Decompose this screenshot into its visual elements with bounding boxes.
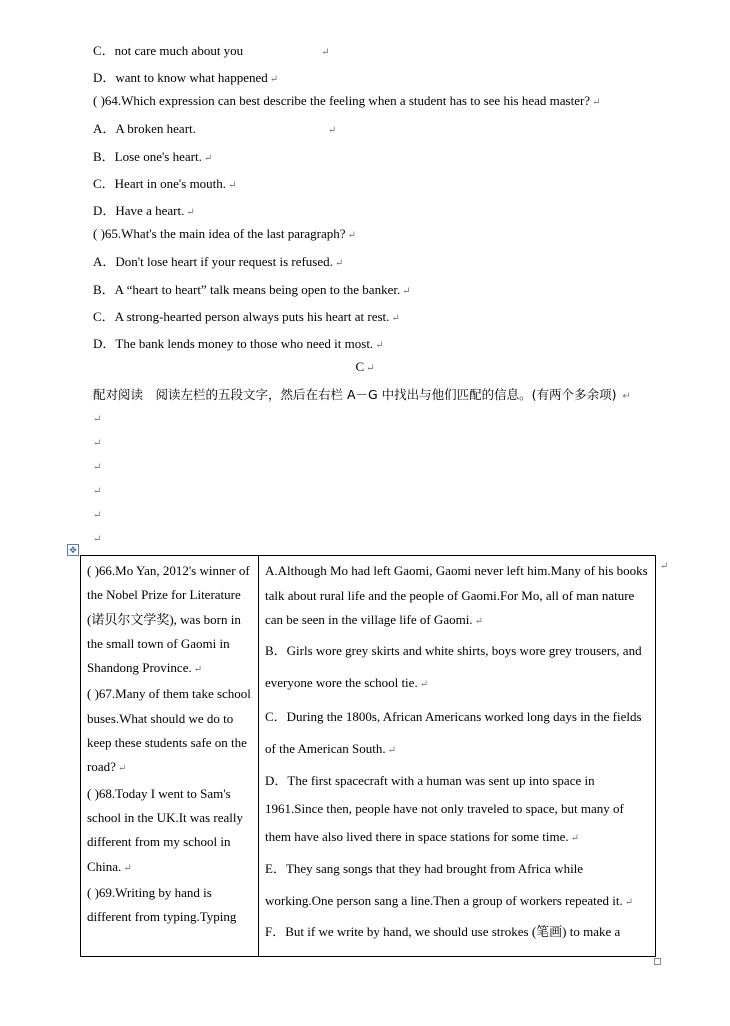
option-text: D．Have a heart. bbox=[93, 203, 185, 218]
option-d-q63 bbox=[93, 67, 278, 86]
option-text: C．Heart in one's mouth. bbox=[93, 176, 227, 191]
paragraph-mark: ↵ bbox=[570, 832, 579, 844]
empty-paragraph-mark: ↵ bbox=[93, 414, 102, 425]
paragraph-mark: ↵ bbox=[419, 678, 429, 690]
question-64-stem bbox=[93, 93, 600, 109]
option-text: A．A broken heart. bbox=[93, 121, 196, 136]
section-heading-c bbox=[0, 359, 730, 375]
left-column-cell bbox=[81, 556, 259, 957]
paragraph-mark: ↵ bbox=[186, 207, 195, 218]
paragraph-mark: ↵ bbox=[327, 125, 337, 136]
paragraph-mark: ↵ bbox=[334, 258, 344, 269]
q65-option-b bbox=[93, 279, 411, 298]
left-item-text: ( )69.Writing by hand is different from typing.Typing bbox=[87, 884, 237, 925]
option-text: D．want to know what happened bbox=[93, 70, 268, 85]
paragraph-mark: ↵ bbox=[375, 340, 384, 351]
paragraph-mark: ↵ bbox=[387, 744, 396, 756]
option-text: C．A strong-hearted person always puts his heart at rest. bbox=[93, 309, 390, 324]
right-item-text: B．Girls wore grey skirts and white shirts, boys wore grey trousers, and everyone wore the school tie. bbox=[265, 642, 642, 690]
right-item-e bbox=[265, 853, 649, 919]
option-text: A．Don't lose heart if your request is refused. bbox=[93, 254, 333, 269]
q65-option-d bbox=[93, 333, 384, 352]
q64-option-a bbox=[93, 118, 336, 137]
paragraph-mark: ↵ bbox=[624, 896, 634, 908]
left-item-text: ( )68.Today I went to Sam's school in the UK.It was really different from my school in China. bbox=[87, 785, 243, 874]
left-item-69 bbox=[87, 881, 252, 930]
question-text: ( )64.Which expression can best describe the feeling when a student has to see his head master? bbox=[93, 93, 591, 108]
right-item-text: A.Although Mo had left Gaomi, Gaomi never left him.Many of his books talk about rural life and the people of Gaomi.For Mo, all of man nature can be seen in the village life of Gaomi. bbox=[265, 563, 648, 627]
right-item-text: C．During the 1800s, African Americans worked long days in the fields of the American South. bbox=[265, 708, 642, 756]
option-text: B．A “heart to heart” talk means being open to the banker. bbox=[93, 282, 401, 297]
right-item-a bbox=[265, 559, 649, 635]
left-item-66 bbox=[87, 559, 252, 682]
option-text: C．not care much about you bbox=[93, 43, 244, 58]
section-letter: C bbox=[355, 359, 365, 374]
paragraph-mark: ↵ bbox=[321, 47, 330, 58]
paragraph-mark: ↵ bbox=[123, 862, 132, 874]
right-item-text: E．They sang songs that they had brought from Africa while working.One person sang a line.Then a group of workers repeated it. bbox=[265, 860, 623, 908]
left-item-67 bbox=[87, 682, 252, 781]
paragraph-mark: ↵ bbox=[402, 286, 411, 297]
empty-paragraph-mark: ↵ bbox=[93, 510, 102, 521]
right-item-b bbox=[265, 635, 649, 701]
empty-paragraph-mark: ↵ bbox=[93, 462, 102, 473]
right-item-text: F．But if we write by hand, we should use strokes (笔画) to make a bbox=[265, 923, 621, 939]
question-65-stem bbox=[93, 226, 356, 242]
paragraph-mark: ↵ bbox=[391, 313, 400, 324]
empty-paragraph-mark: ↵ bbox=[93, 534, 102, 545]
matching-instruction bbox=[93, 385, 631, 403]
left-item-68 bbox=[87, 782, 252, 881]
question-text: ( )65.What's the main idea of the last paragraph? bbox=[93, 226, 346, 241]
paragraph-mark: ↵ bbox=[347, 230, 356, 241]
option-text: B．Lose one's heart. bbox=[93, 149, 202, 164]
right-item-d bbox=[265, 767, 649, 853]
paragraph-mark: ↵ bbox=[203, 153, 213, 164]
right-column-cell bbox=[259, 556, 656, 957]
q64-option-d bbox=[93, 200, 195, 219]
paragraph-mark: ↵ bbox=[622, 391, 631, 402]
row-end-mark: ↵ bbox=[660, 561, 669, 572]
right-item-text: D．The first spacecraft with a human was sent up into space in 1961.Since then, people have not only traveled to space, but many of them have also lived there in space stations for some time. bbox=[265, 772, 624, 844]
paragraph-mark: ↵ bbox=[193, 664, 203, 676]
right-item-c bbox=[265, 701, 649, 767]
paragraph-mark: ↵ bbox=[592, 97, 601, 108]
q64-option-c bbox=[93, 173, 236, 192]
paragraph-mark: ↵ bbox=[228, 180, 237, 191]
q65-option-a bbox=[93, 251, 343, 270]
paragraph-mark: ↵ bbox=[366, 363, 375, 374]
paragraph-mark: ↵ bbox=[474, 616, 483, 627]
option-text: D．The bank lends money to those who need it most. bbox=[93, 336, 374, 351]
left-item-text: ( )67.Many of them take school buses.What should we do to keep these students safe on the road? bbox=[87, 686, 251, 775]
empty-paragraph-mark: ↵ bbox=[93, 438, 102, 449]
left-item-text: ( )66.Mo Yan, 2012's winner of the Nobel Prize for Literature (诺贝尔文学奖), was born in the small town of Gaomi in Shandong Province. bbox=[87, 563, 250, 676]
paragraph-mark: ↵ bbox=[269, 74, 279, 85]
table-resize-handle-icon[interactable] bbox=[654, 958, 661, 965]
right-item-f bbox=[265, 919, 649, 945]
instruction-text: 配对阅读 阅读左栏的五段文字，然后在右栏 A－G 中找出与他们匹配的信息。(有两个多余项) bbox=[93, 387, 617, 402]
matching-table bbox=[80, 555, 656, 957]
q65-option-c bbox=[93, 306, 400, 325]
paragraph-mark: ↵ bbox=[117, 763, 127, 775]
option-c-q63 bbox=[93, 40, 330, 59]
table-move-handle-icon[interactable]: ✥ bbox=[67, 544, 79, 556]
empty-paragraph-mark: ↵ bbox=[93, 486, 102, 497]
q64-option-b bbox=[93, 146, 212, 165]
